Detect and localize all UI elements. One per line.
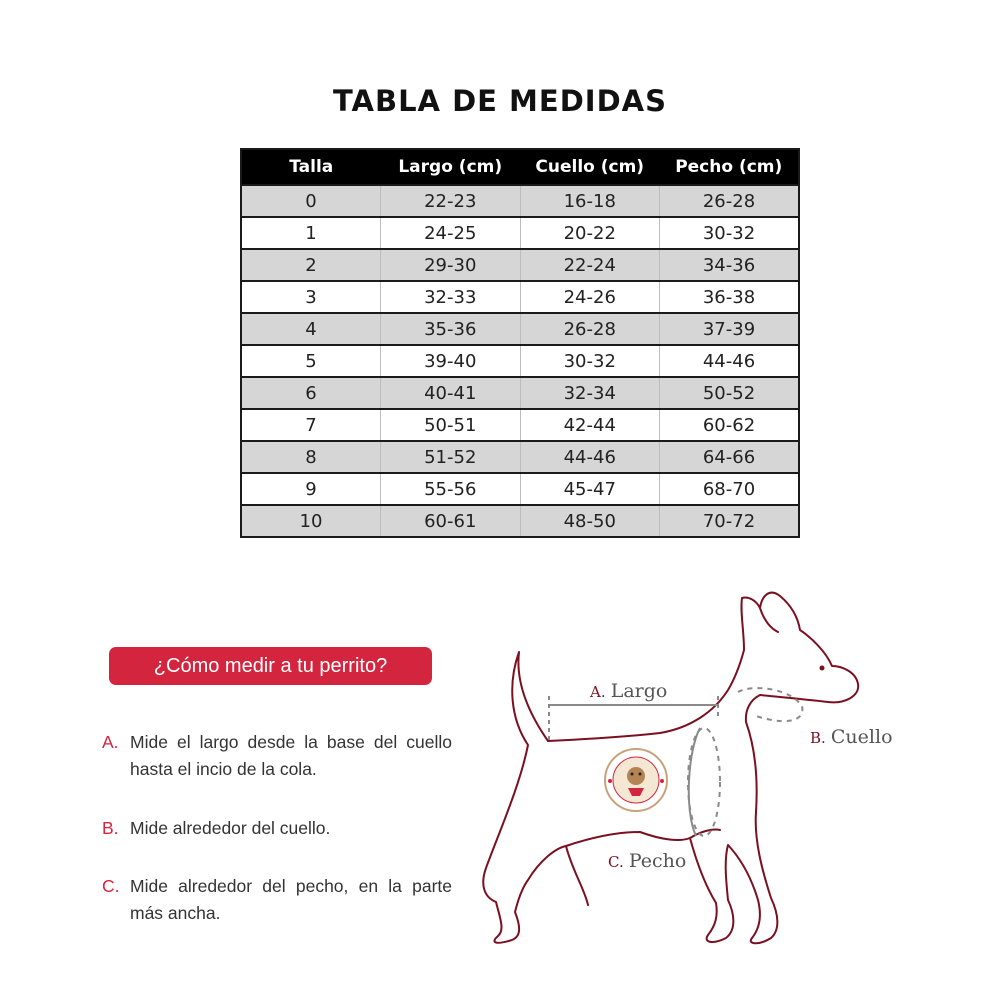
label-pecho: C. Pecho [608,850,687,872]
chest-guide [688,728,720,836]
cell-pecho: 60-62 [660,409,800,441]
cell-talla: 5 [241,345,381,377]
cell-cuello: 26-28 [520,313,660,345]
cell-talla: 8 [241,441,381,473]
cell-largo: 51-52 [381,441,521,473]
cell-talla: 0 [241,185,381,217]
cell-talla: 6 [241,377,381,409]
cell-pecho: 26-28 [660,185,800,217]
dog-outline [483,593,858,944]
cell-largo: 60-61 [381,505,521,537]
brand-logo [605,749,667,811]
cell-pecho: 36-38 [660,281,800,313]
page-title: TABLA DE MEDIDAS [332,84,667,118]
cell-cuello: 16-18 [520,185,660,217]
cell-largo: 55-56 [381,473,521,505]
cell-pecho: 34-36 [660,249,800,281]
cell-cuello: 22-24 [520,249,660,281]
cell-pecho: 64-66 [660,441,800,473]
cell-pecho: 70-72 [660,505,800,537]
header-cuello: Cuello (cm) [520,149,660,185]
step-text: Mide alrededor del pecho, en la parte más ancha. [130,876,452,923]
cell-talla: 2 [241,249,381,281]
cell-pecho: 50-52 [660,377,800,409]
cell-pecho: 68-70 [660,473,800,505]
cell-pecho: 30-32 [660,217,800,249]
cell-talla: 7 [241,409,381,441]
cell-cuello: 48-50 [520,505,660,537]
cell-cuello: 20-22 [520,217,660,249]
cell-largo: 50-51 [381,409,521,441]
cell-talla: 4 [241,313,381,345]
neck-guide [738,688,802,721]
cell-talla: 10 [241,505,381,537]
step-letter: B. [102,818,119,838]
cell-talla: 9 [241,473,381,505]
cell-cuello: 30-32 [520,345,660,377]
cell-talla: 1 [241,217,381,249]
cell-cuello: 32-34 [520,377,660,409]
step-letter: A. [102,732,119,752]
cell-largo: 39-40 [381,345,521,377]
cell-cuello: 24-26 [520,281,660,313]
label-cuello: B. Cuello [810,726,893,748]
cell-largo: 35-36 [381,313,521,345]
howto-title-badge: ¿Cómo medir a tu perrito? [109,647,432,685]
cell-largo: 24-25 [381,217,521,249]
cell-pecho: 44-46 [660,345,800,377]
header-pecho: Pecho (cm) [660,149,800,185]
cell-cuello: 42-44 [520,409,660,441]
cell-pecho: 37-39 [660,313,800,345]
cell-largo: 32-33 [381,281,521,313]
cell-talla: 3 [241,281,381,313]
cell-cuello: 44-46 [520,441,660,473]
cell-largo: 40-41 [381,377,521,409]
header-talla: Talla [241,149,381,185]
cell-largo: 29-30 [381,249,521,281]
step-letter: C. [102,876,120,896]
step-text: Mide el largo desde la base del cuello hasta el incio de la cola. [130,732,452,779]
label-largo: A. Largo [590,680,668,702]
cell-cuello: 45-47 [520,473,660,505]
cell-largo: 22-23 [381,185,521,217]
step-text: Mide alrededor del cuello. [130,818,331,838]
header-largo: Largo (cm) [381,149,521,185]
